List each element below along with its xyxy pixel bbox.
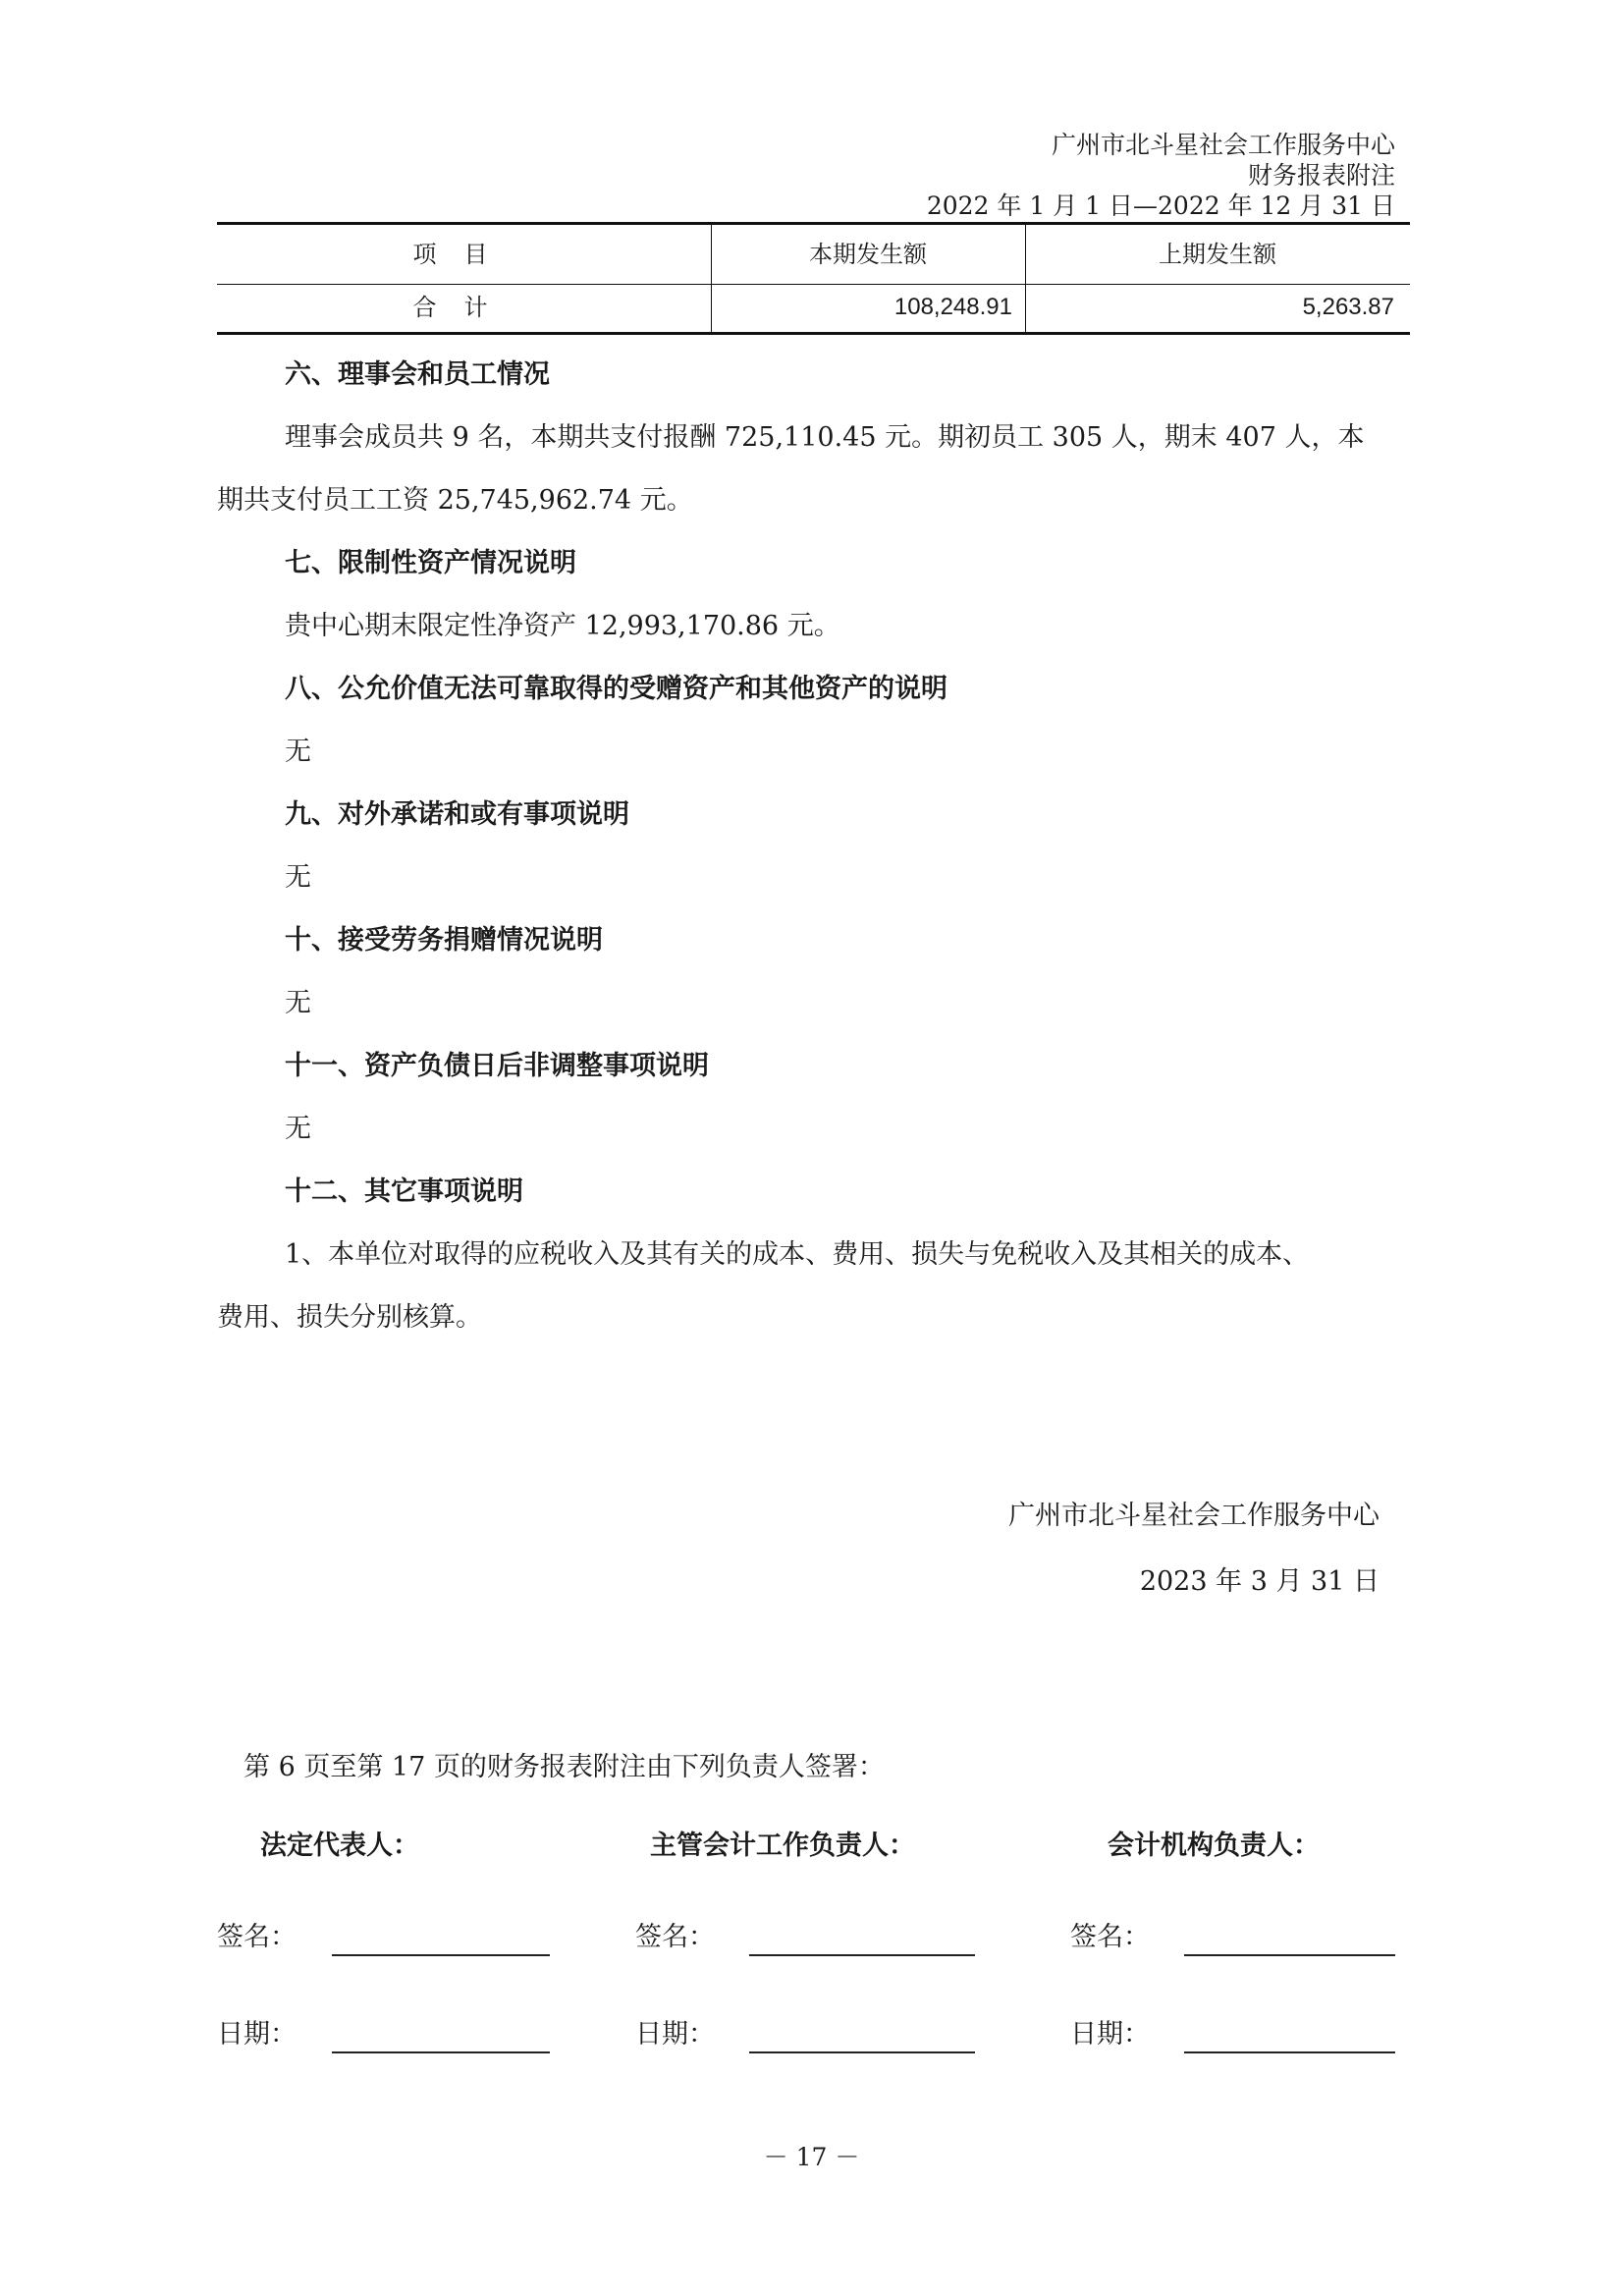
sign-label: 签名：	[217, 1922, 297, 1952]
section-text: 期共支付员工工资 25,745,962.74 元。	[217, 485, 693, 516]
section-heading: 六、理事会和员工情况	[285, 359, 550, 390]
role-accounting-head: 主管会计工作负责人：	[650, 1831, 915, 1861]
date-line[interactable]	[749, 2051, 975, 2053]
section-heading: 七、限制性资产情况说明	[285, 548, 576, 578]
signoff-org: 广州市北斗星社会工作服务中心	[1008, 1501, 1380, 1531]
sign-line[interactable]	[1184, 1954, 1395, 1956]
table-header-prior: 上期发生额	[1159, 241, 1276, 268]
date-line[interactable]	[332, 2051, 550, 2053]
table-header-current: 本期发生额	[809, 241, 927, 268]
section-text: 费用、损失分别核算。	[217, 1302, 482, 1333]
date-label: 日期：	[217, 2019, 297, 2050]
signature-intro: 第 6 页至第 17 页的财务报表附注由下列负责人签署：	[243, 1752, 885, 1782]
section-text: 无	[285, 737, 311, 767]
sign-label: 签名：	[1070, 1922, 1150, 1952]
sign-label: 签名：	[635, 1922, 715, 1952]
section-heading: 十、接受劳务捐赠情况说明	[285, 925, 603, 956]
section-heading: 九、对外承诺和或有事项说明	[285, 799, 629, 830]
signoff-date: 2023 年 3 月 31 日	[1139, 1566, 1380, 1597]
table-total-current: 108,248.91	[893, 294, 1012, 320]
table-mid-rule	[217, 284, 1410, 285]
table-total-prior: 5,263.87	[1302, 294, 1394, 320]
header-doc-title: 财务报表附注	[1247, 161, 1395, 190]
sign-line[interactable]	[332, 1954, 550, 1956]
sign-line[interactable]	[749, 1954, 975, 1956]
section-text: 无	[285, 862, 311, 893]
table-bottom-rule	[217, 332, 1410, 335]
section-heading: 十二、其它事项说明	[285, 1176, 523, 1207]
header-period: 2022 年 1 月 1 日—2022 年 12 月 31 日	[926, 191, 1395, 220]
section-heading: 八、公允价值无法可靠取得的受赠资产和其他资产的说明	[285, 674, 947, 704]
section-text: 1、本单位对取得的应税收入及其有关的成本、费用、损失与免税收入及其相关的成本、	[285, 1239, 1310, 1270]
table-top-rule	[217, 222, 1410, 225]
section-heading: 十一、资产负债日后非调整事项说明	[285, 1051, 709, 1081]
table-total-label: 合计	[412, 294, 515, 321]
section-text: 理事会成员共 9 名，本期共支付报酬 725,110.45 元。期初员工 305 人，期末 407 人，本	[285, 422, 1365, 453]
section-text: 无	[285, 1114, 311, 1144]
section-text: 贵中心期末限定性净资产 12,993,170.86 元。	[285, 611, 840, 641]
header-org: 广州市北斗星社会工作服务中心	[1051, 131, 1395, 159]
date-label: 日期：	[635, 2019, 715, 2050]
table-header-item: 项目	[412, 241, 515, 268]
page-number: － 17 －	[763, 2143, 860, 2171]
role-accounting-dept-head: 会计机构负责人：	[1108, 1831, 1320, 1861]
section-text: 无	[285, 988, 311, 1018]
date-line[interactable]	[1184, 2051, 1395, 2053]
date-label: 日期：	[1070, 2019, 1150, 2050]
role-legal-rep: 法定代表人：	[260, 1831, 419, 1861]
